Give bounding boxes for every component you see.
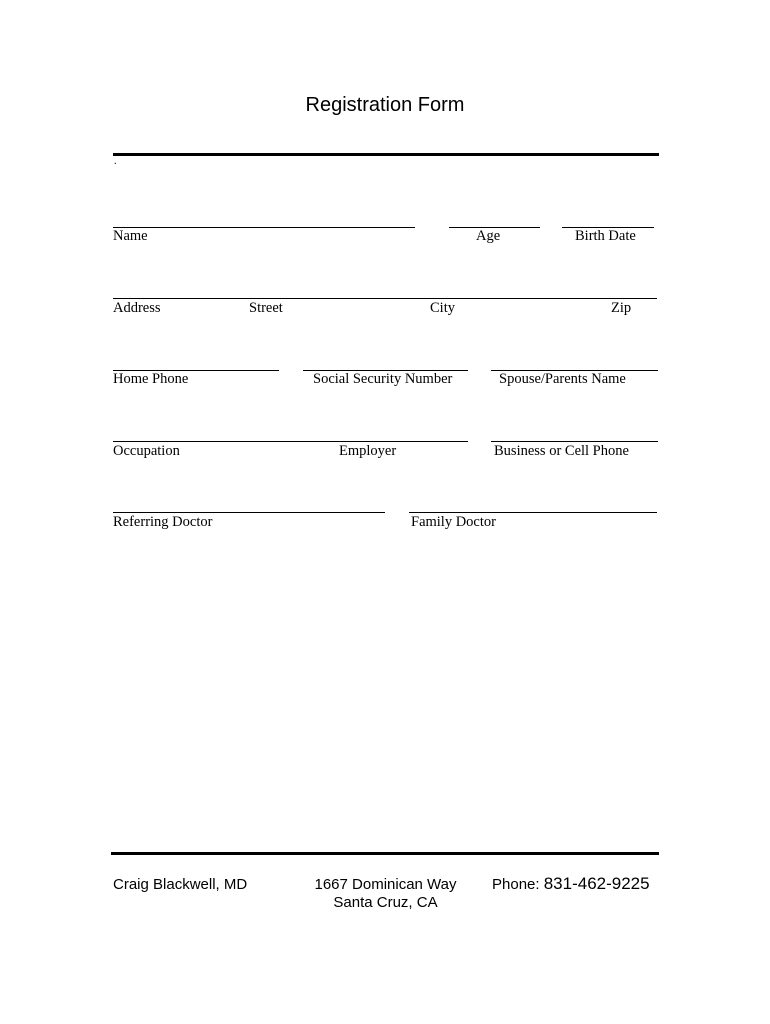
street-label: Street <box>249 300 283 316</box>
ssn-label: Social Security Number <box>313 371 453 387</box>
phone-number: 831-462-9225 <box>543 874 650 893</box>
dot-mark: . <box>114 156 117 167</box>
doctor-name: Craig Blackwell, MD <box>113 876 248 893</box>
age-label: Age <box>476 228 501 244</box>
birth-date-label: Birth Date <box>575 228 636 244</box>
address-line-1: 1667 Dominican Way <box>314 876 457 893</box>
business-phone-label: Business or Cell Phone <box>494 443 629 459</box>
address-label: Address <box>113 300 161 316</box>
family-doctor-label: Family Doctor <box>411 514 496 530</box>
footer-address <box>298 876 473 911</box>
footer-divider <box>111 852 659 855</box>
name-label: Name <box>113 228 148 244</box>
family-doctor-field-line[interactable] <box>409 512 657 513</box>
name-field-line[interactable] <box>113 227 415 228</box>
address-field-line[interactable] <box>113 298 657 299</box>
address-line-2: Santa Cruz, CA <box>333 894 438 911</box>
header-divider <box>113 153 659 156</box>
page-title: Registration Form <box>305 94 465 116</box>
occupation-label: Occupation <box>113 443 180 459</box>
employer-label: Employer <box>339 443 397 459</box>
home-phone-label: Home Phone <box>113 371 189 387</box>
zip-label: Zip <box>611 300 632 316</box>
referring-doctor-field-line[interactable] <box>113 512 385 513</box>
spouse-label: Spouse/Parents Name <box>499 371 626 387</box>
city-label: City <box>430 300 455 316</box>
referring-doctor-label: Referring Doctor <box>113 514 213 530</box>
business-phone-field-line[interactable] <box>491 441 658 442</box>
footer-phone <box>492 874 650 894</box>
phone-label: Phone: <box>492 876 544 893</box>
occupation-field-line[interactable] <box>113 441 468 442</box>
